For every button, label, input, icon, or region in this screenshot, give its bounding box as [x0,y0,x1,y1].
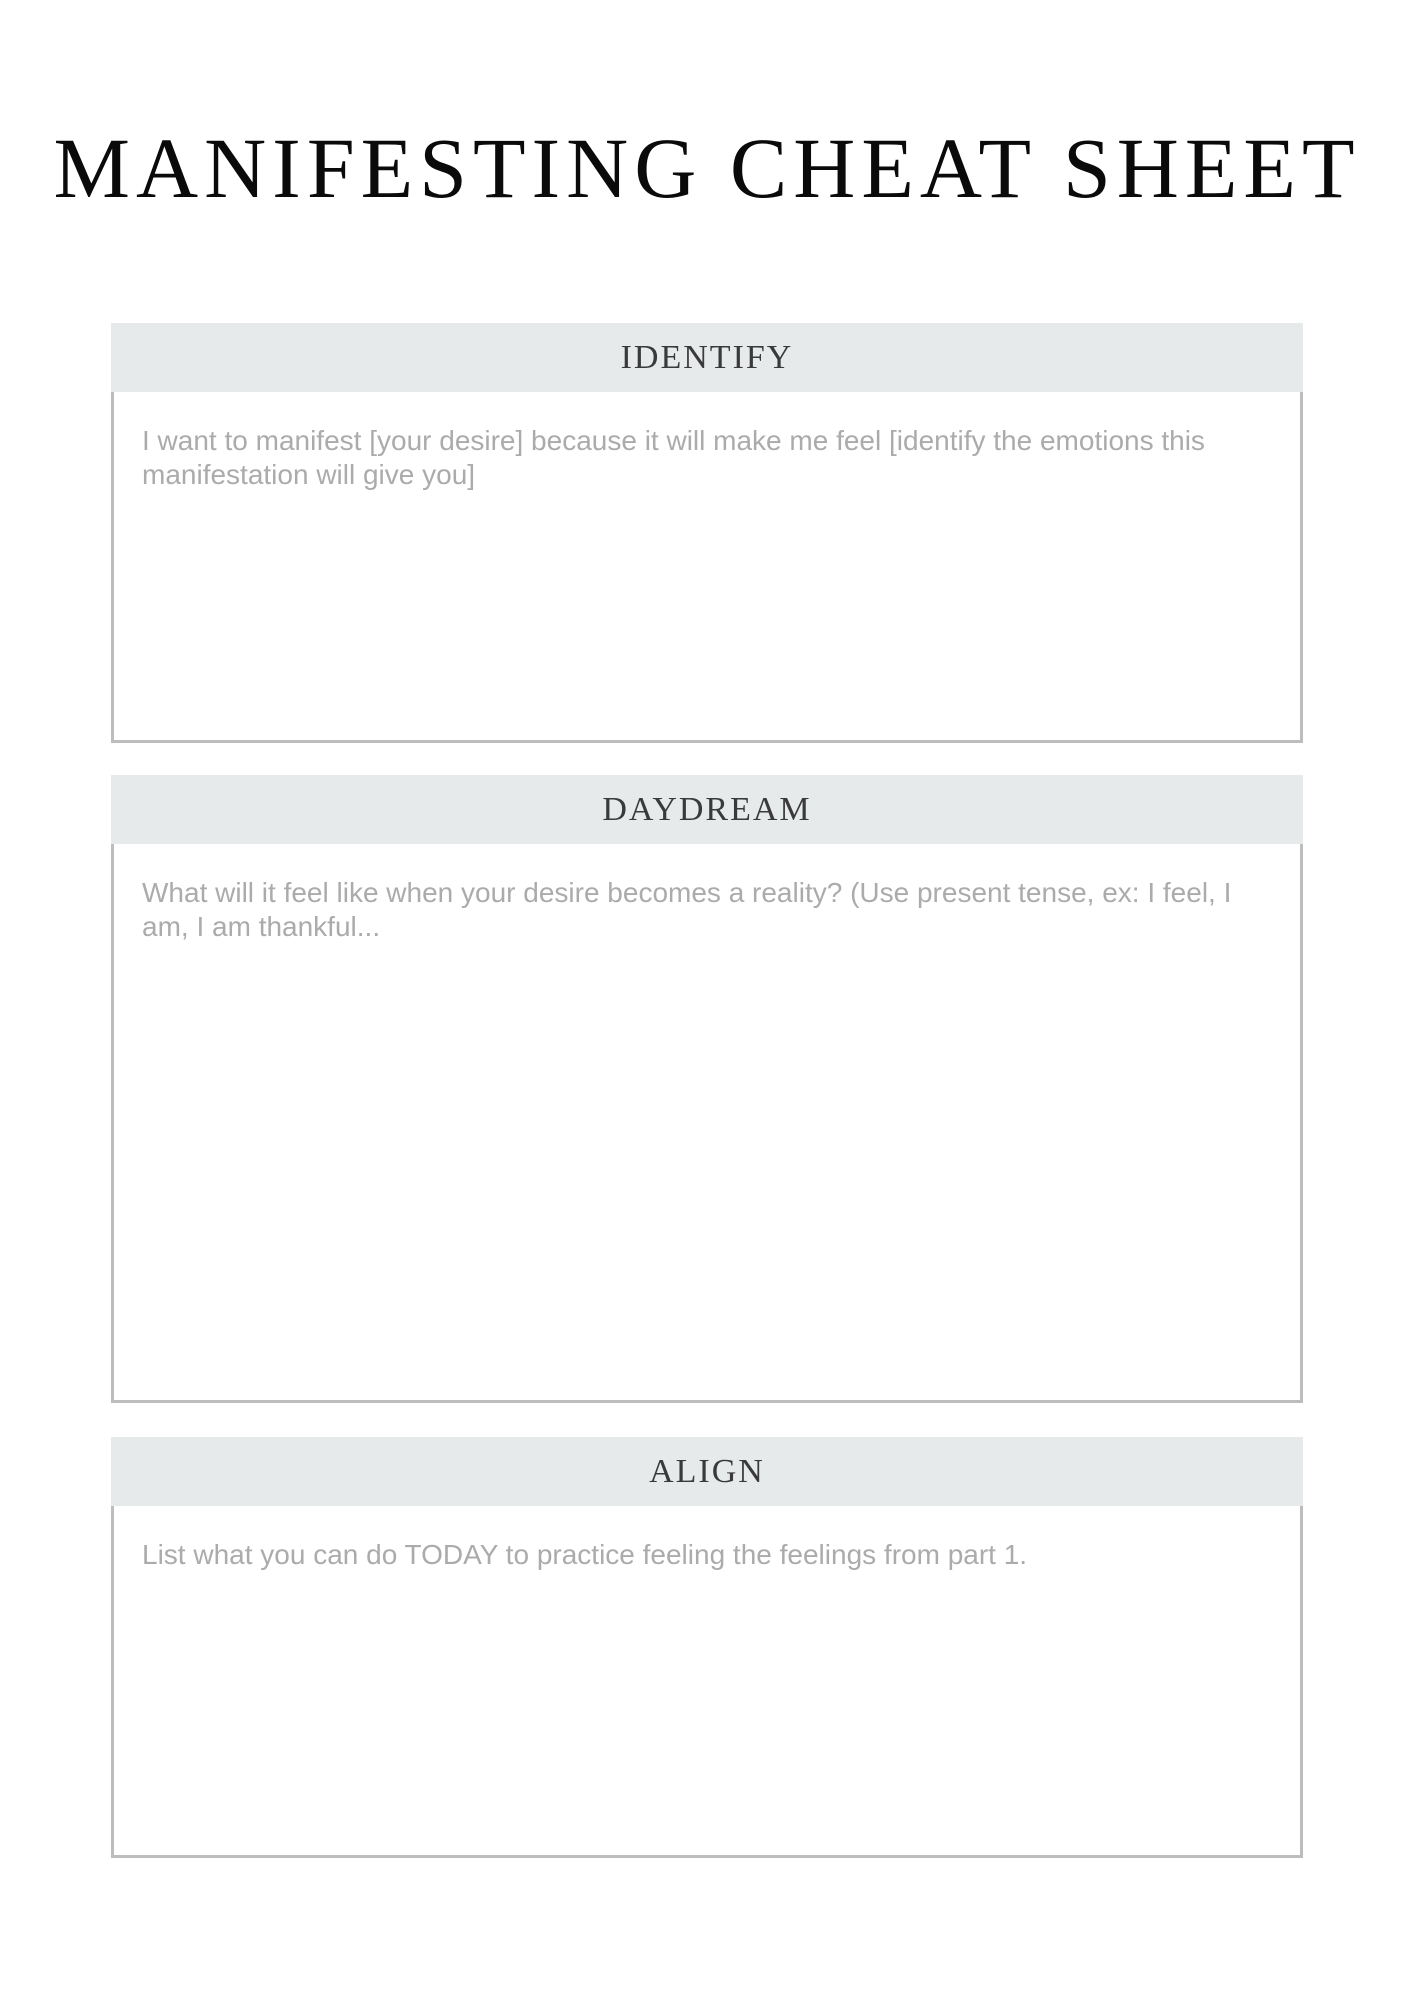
section-identify [111,323,1303,743]
section-heading [111,1437,1303,1506]
section-heading [111,323,1303,392]
page-title: MANIFESTING CHEAT SHEET [53,120,1361,216]
section-daydream [111,775,1303,1403]
section-heading-label: IDENTIFY [620,338,794,376]
section-align [111,1437,1303,1858]
section-heading-label: ALIGN [649,1452,765,1490]
section-heading [111,775,1303,844]
prompt-text: I want to manifest [your desire] because it will make me feel [identify the emotions this manifestation will give you] [142,425,1205,490]
writing-area-daydream[interactable] [111,844,1303,1403]
writing-area-identify[interactable] [111,392,1303,743]
prompt-text: List what you can do TODAY to practice feeling the feelings from part 1. [142,1539,1028,1570]
prompt-text: What will it feel like when your desire becomes a reality? (Use present tense, ex: I feel, I am, I am thankful... [142,877,1232,942]
section-heading-label: DAYDREAM [602,790,812,828]
writing-area-align[interactable] [111,1506,1303,1858]
